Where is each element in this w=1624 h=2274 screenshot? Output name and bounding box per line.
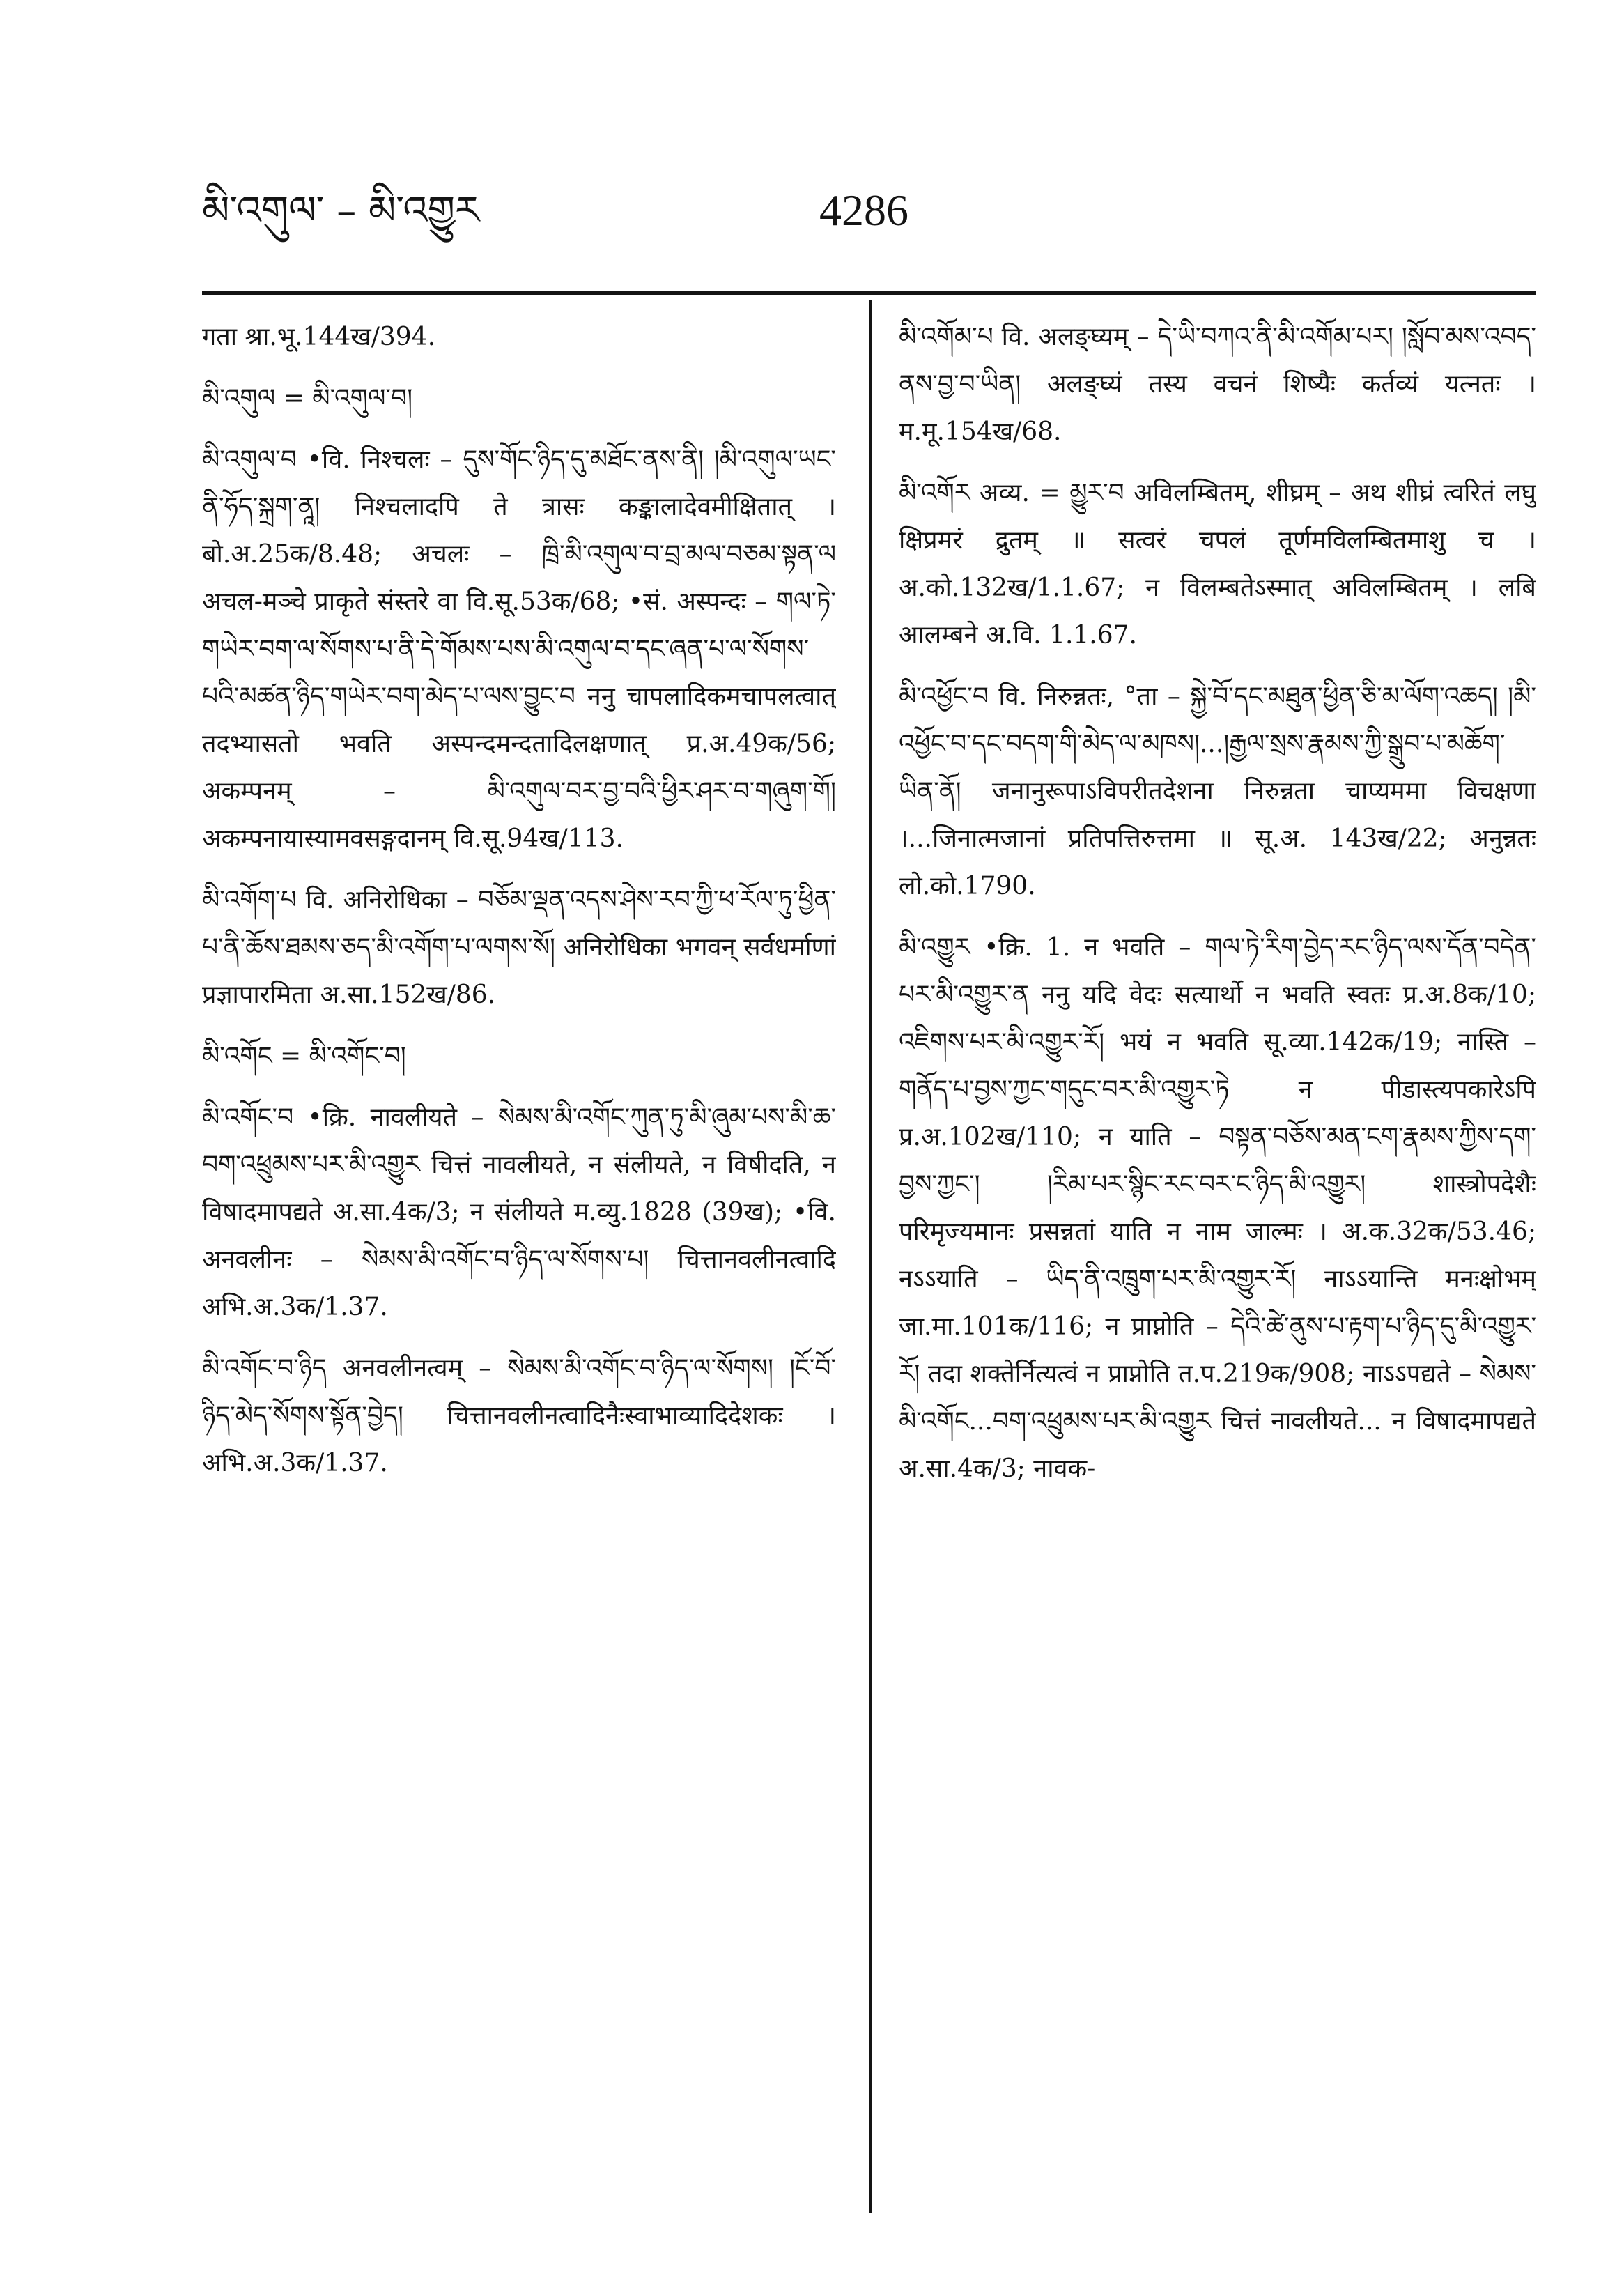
header-rule — [202, 291, 1536, 295]
entry-mi-gong: མི་འགོང = མི་འགོང་བ། — [202, 1042, 406, 1070]
page-number: 4286 — [819, 185, 908, 235]
entry-mi-gyur: མི་འགྱུར •क्रि. 1. न भवति – གལ་ཏེ་རིག་བྱེད་རང་ཉིད་ལས་དོན་བདེན་པར་མི་འགྱུར་ན ननु यदि वेदः सत्यार्थो न भवति स्वतः प्र.अ.8क/10; འཇིགས་པར་མི་འགྱུར་རོ། भयं न भवति सू.व्या.142क/19; नास्ति – གནོད་པ་བྱས་ཀྱང་གདུང་བར་མི་འགྱུར་ཏེ न पीडास्त्यपकारेऽपि प्र.अ.102ख/110; न याति – བསྟན་བཅོས་མན་ངག་རྣམས་ཀྱིས་དག་བྱས་ཀྱང་། །རིམ་པར་སྙིང་རང་བར་ང་ཉིད་མི་འགྱུར། शास्त्रोपदेशैः परिमृज्यमानः प्रसन्नतां याति न नाम जाल्मः । अ.क.32क/53.46; नऽऽयाति – ཡིད་ནི་འཁྲུག་པར་མི་འགྱུར་རོ། नाऽऽयान्ति मनःक्षोभम् जा.मा.101क/116; न प्राप्नोति – དེའི་ཚེ་ནུས་པ་རྟག་པ་ཉིད་དུ་མི་འགྱུར་རོ། तदा शक्तेर्नित्यत्वं न प्राप्नोति त.प.219क/908; नाऽऽपद्यते – སེམས་མི་འགོང...བག་འཕྲུམས་པར་མི་འགྱུར चित्तं नावलीयते... न विषादमापद्यते अ.सा.4क/3; नावक- — [899, 933, 1536, 1483]
running-head: མི་འགུལ་ – མི་འགྱུར — [202, 188, 479, 233]
entry-mi-gul-ba: མི་འགུལ་བ •वि. निश्चलः – དུས་གོང་ཉིད་དུ་མཐོང་ནས་ནི། །མི་འགུལ་ཡང་ནི་ཧོད་སྐྲག་ནཱ། निश्चलादपि ते त्रासः कङ्कालादेवमीक्षितात् । बो.अ.25क/8.48; अचलः – ཁྲི་མི་འགུལ་བ་བྲ་མལ་བཅམ་སྟན་ལ अचल-मञ्चे प्राकृते संस्तरे वा वि.सू.53क/68; •सं. अस्पन्दः – གལ་ཏེ་གཡེར་བག་ལ་སོགས་པ་ནི་དེ་གོམས་པས་མི་འགུལ་བ་དང་ཞན་པ་ལ་སོགས་པའི་མཚན་ཉིད་གཡེར་བག་མེད་པ་ལས་བྱུང་བ ननु चापलादिकमचापलत्वात् तदभ्यासतो भवति अस्पन्दमन्दतादिलक्षणात् प्र.अ.49क/56; अकम्पनम् – མི་འགུལ་བར་བྱ་བའི་ཕྱིར་ཤར་བ་གཞུག་གོ། अकम्पनायास्यामवसङ्गदानम् वि.सू.94ख/113. — [202, 445, 836, 853]
entry-mi-gom-pa: མི་འགོམ་པ वि. अलङ्घ्यम् – དེ་ཡི་བཀའ་ནི་མི་འགོམ་པར། །སློབ་མས་འབད་ནས་བྱ་བ་ཡིན། अलङ्घ्यं तस्य वचनं शिष्यैः कर्तव्यं यत्नतः । म.मू.154ख/68. — [899, 323, 1536, 446]
column-divider — [869, 300, 872, 2213]
entry-mi-gul: མི་འགུལ = མི་འགུལ་བ། — [202, 384, 413, 413]
entry-mi-gong-ba: མི་འགོང་བ •क्रि. नावलीयते – སེམས་མི་འགོང་ཀུན་ཏུ་མི་ཞུམ་པས་མི་ཆ་བག་འཕྲུམས་པར་མི་འགྱུར चित्तं नावलीयते, न संलीयते, न विषीदति, न विषादमापद्यते अ.सा.4क/3; न संलीयते म.व्यु.1828 (39ख); •वि. अनवलीनः – སེམས་མི་འགོང་བ་ཉིད་ལ་སོགས་པ། चित्तानवलीनत्वादि अभि.अ.3क/1.37. — [202, 1103, 836, 1321]
right-column — [899, 314, 1536, 2216]
left-column — [202, 314, 836, 2209]
entry-mi-gog-pa: མི་འགོག་པ वि. अनिरोधिका – བཅོམ་ལྡན་འདས་ཤེས་རབ་ཀྱི་ཕ་རོལ་ཏུ་ཕྱིན་པ་ནི་ཆོས་ཐམས་ཅད་མི་འགོག་པ་ལགས་སོ། अनिरोधिका भगवन् सर्वधर्माणां प्रज्ञापारमिता अ.सा.152ख/86. — [202, 886, 836, 1009]
entry-mi-gong-ba-nyid: མི་འགོང་བ་ཉིད अनवलीनत्वम् – སེམས་མི་འགོང་བ་ཉིད་ལ་སོགས། །ངོ་བོ་ཉིད་མེད་སོགས་སྟོན་བྱེད། चित्तानवलीनत्वादिनैःस्वाभाव्यादिदेशकः । अभि.अ.3क/1.37. — [202, 1354, 836, 1477]
entry-mi-gor: མི་འགོར अव्य. = མྱུར་བ अविलम्बितम्, शीघ्रम् – अथ शीघ्रं त्वरितं लघु क्षिप्रमरं द्रुतम् ॥ सत्वरं चपलं तूर्णमविलम्बितमाशु च । अ.को.132ख/1.1.67; न विलम्बतेऽस्मात् अविलम्बितम् । लबि आलम्बने अ.वि. 1.1.67. — [899, 479, 1536, 650]
entry-continuation: गता श्रा.भू.144ख/394. — [202, 323, 436, 351]
entry-mi-phyong-ba: མི་འཕྱོང་བ वि. निरुन्नतः, °ता – སྐྱེ་བོ་དང་མཐུན་ཕྱིན་ཅི་མ་ལོག་འཆད། །མི་འཕྱོང་བ་དང་བདག་གི་མེད་ལ་མཁས།...།རྒྱལ་སྲས་རྣམས་ཀྱི་སྒྲུབ་པ་མཆོག་ཡིན་ནོ། जनानुरूपाऽविपरीतदेशना निरुन्नता चाप्यममा विचक्षणा ।...जिनात्मजानां प्रतिपत्तिरुत्तमा ॥ सू.अ. 143ख/22; अनुन्नतः लो.को.1790. — [899, 682, 1536, 900]
